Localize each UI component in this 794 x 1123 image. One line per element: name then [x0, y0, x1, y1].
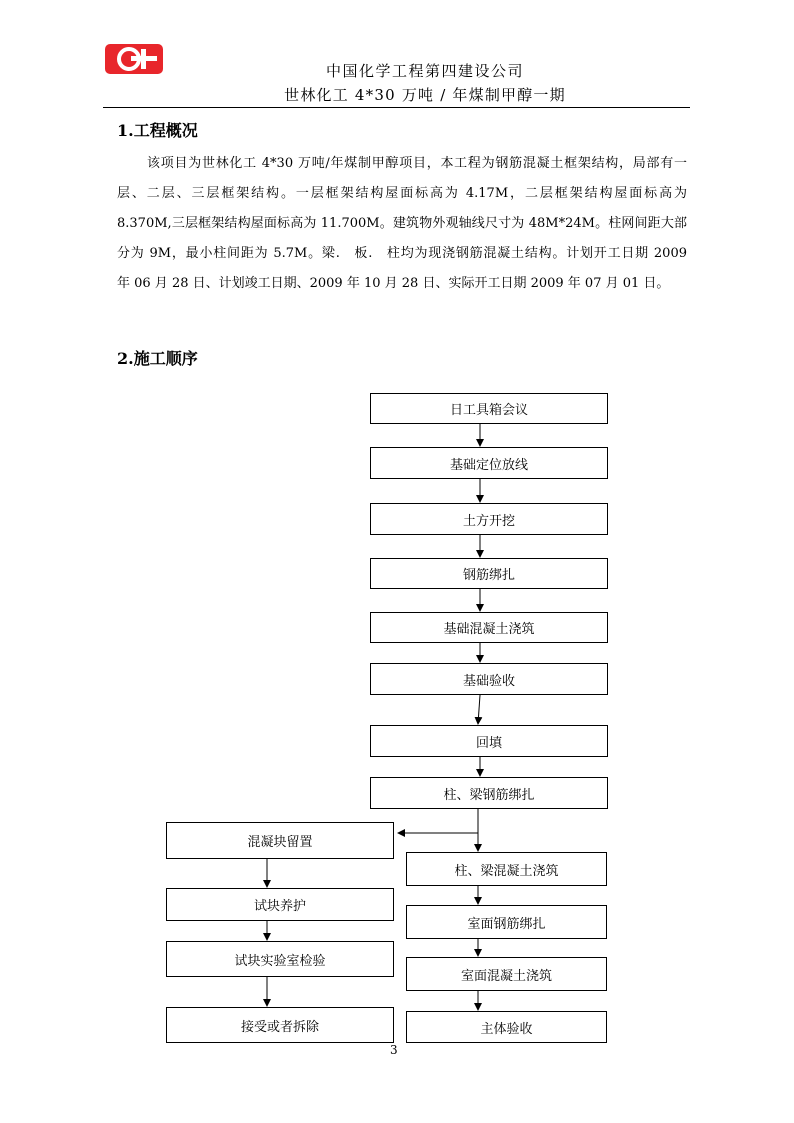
overview-line: 分为 9M，最小柱间距为 5.7M。梁. 板. 柱均为现浇钢筋混凝土结构。计划开工日期 2009 [117, 246, 687, 261]
company-name: 中国化学工程第四建设公司 [325, 62, 524, 80]
side-step: 混凝块留置 [166, 822, 394, 859]
flow-step: 回填 [370, 725, 608, 757]
flow-step: 室面混凝土浇筑 [406, 957, 607, 991]
overview-line: 层、二层、三层框架结构。一层框架结构屋面标高为 4.17M，二层框架结构屋面标高为 [117, 186, 687, 201]
flow-step: 钢筋绑扎 [370, 558, 608, 589]
page-number: 3 [390, 1043, 398, 1057]
flow-step: 土方开挖 [370, 503, 608, 535]
overview-line: 该项目为世林化工 4*30 万吨/年煤制甲醇项目，本工程为钢筋混凝土框架结构，局部有一 [147, 156, 687, 171]
section-sequence-title: 2.施工顺序 [117, 349, 198, 368]
flow-step: 柱、梁混凝土浇筑 [406, 852, 607, 886]
section-overview-title: 1.工程概况 [117, 121, 198, 140]
flow-step: 主体验收 [406, 1011, 607, 1043]
flow-step: 基础混凝土浇筑 [370, 612, 608, 643]
side-step: 接受或者拆除 [166, 1007, 394, 1043]
overview-line: 8.370M,三层框架结构屋面标高为 11.700M。建筑物外观轴线尺寸为 48M*24M。柱网间距大部 [117, 216, 687, 231]
flow-step: 柱、梁钢筋绑扎 [370, 777, 608, 809]
flow-step: 基础定位放线 [370, 447, 608, 479]
side-step: 试块实验室检验 [166, 941, 394, 977]
flow-step: 室面钢筋绑扎 [406, 905, 607, 939]
overview-line: 年 06 月 28 日、计划竣工日期、2009 年 10 月 28 日、实际开工日期 2009 年 07 月 01 日。 [117, 276, 670, 291]
arrow [478, 695, 480, 724]
flow-step: 基础验收 [370, 663, 608, 695]
flow-step: 日工具箱会议 [370, 393, 608, 424]
side-step: 试块养护 [166, 888, 394, 921]
project-title: 世林化工 4*30 万吨 / 年煤制甲醇一期 [284, 86, 566, 104]
